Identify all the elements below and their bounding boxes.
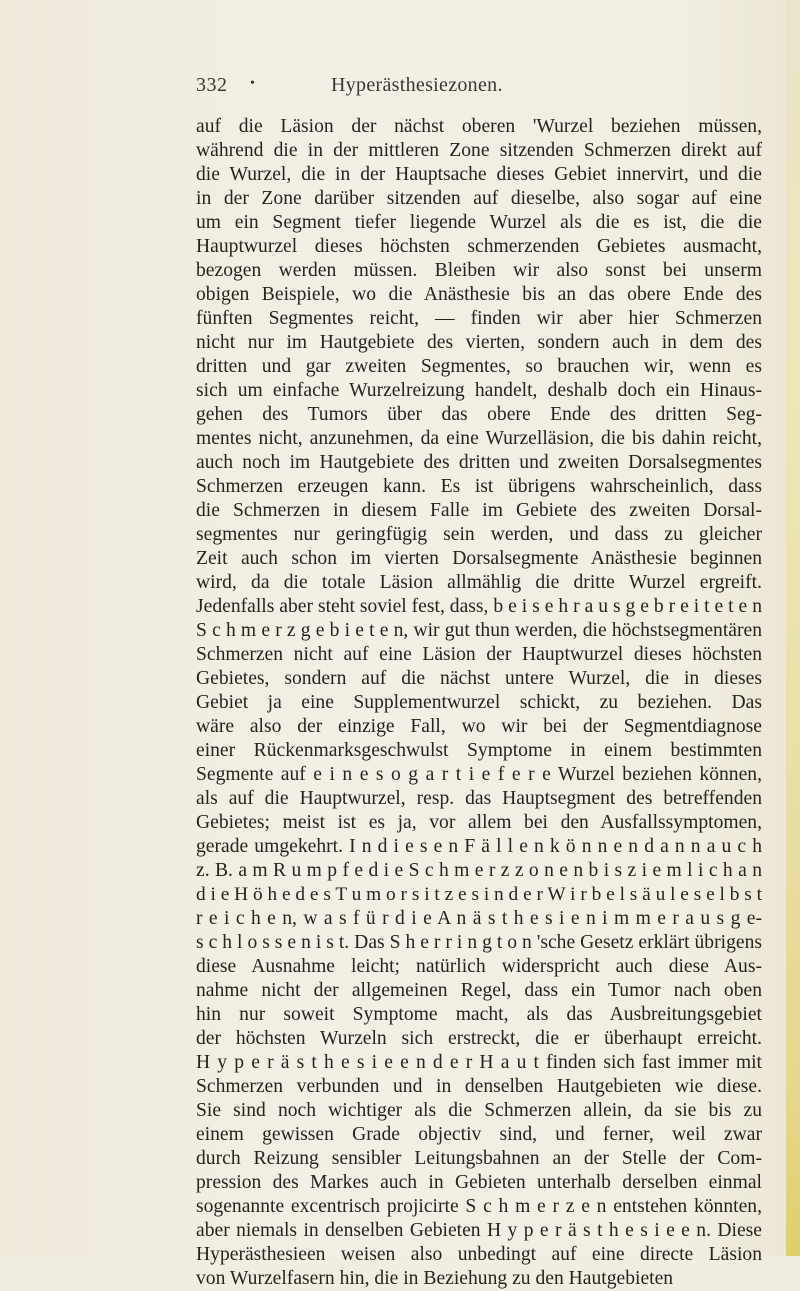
text-line: Sie sind noch wichtiger als die Schmerzen allein, da sie bis zu (196, 1100, 762, 1121)
text-line: d i e H ö h e d e s T u m o r s i t z e s i n d e r W i r b e l s ä u l e s e l b s t (196, 884, 762, 905)
text-line: dritten und gar zweiten Segmentes, so brauchen wir, wenn es (196, 356, 762, 377)
text-line: von Wurzelfasern hin, die in Beziehung zu den Hautgebieten (196, 1268, 674, 1289)
text-line: H y p e r ä s t h e s i e e n d e r H a u t finden sich fast immer mit (196, 1052, 762, 1073)
text-line: hin nur soweit Symptome macht, als das Ausbreitungsgebiet (196, 1004, 762, 1025)
text-line: Jedenfalls aber steht soviel fest, dass, b e i s e h r a u s g e b r e i t e t e n (196, 596, 762, 617)
header-separator: • (250, 76, 255, 91)
page-number: 332 (196, 74, 228, 96)
text-line: einer Rückenmarksgeschwulst Symptome in einem bestimmten (196, 740, 762, 761)
text-line: Schmerzen nicht auf eine Läsion der Hauptwurzel dieses höchsten (196, 644, 762, 665)
text-line: S c h m e r z g e b i e t e n, wir gut thun werden, die höchstsegmentären (196, 620, 762, 641)
text-line: gerade umgekehrt. I n d i e s e n F ä l l e n k ö n n e n d a n n a u c h (196, 836, 762, 857)
text-line: Hyperästhesieen weisen also unbedingt auf eine directe Läsion (196, 1244, 762, 1265)
text-line: pression des Markes auch in Gebieten unterhalb derselben einmal (196, 1172, 762, 1193)
text-line: gehen des Tumors über das obere Ende des dritten Seg- (196, 404, 762, 425)
page-edge (786, 0, 800, 1256)
text-line: auf die Läsion der nächst oberen 'Wurzel beziehen müssen, (196, 116, 762, 137)
text-line: bezogen werden müssen. Bleiben wir also sonst bei unserm (196, 260, 762, 281)
text-line: z. B. a m R u m p f e d i e S c h m e r z z o n e n b i s z i e m l i c h a n (196, 860, 762, 881)
text-line: während die in der mittleren Zone sitzenden Schmerzen direkt auf (196, 140, 762, 161)
text-line: Gebiet ja eine Supplementwurzel schickt, zu beziehen. Das (196, 692, 762, 713)
text-line: aber niemals in denselben Gebieten H y p e r ä s t h e s i e e n. Diese (196, 1220, 762, 1241)
text-line: Schmerzen erzeugen kann. Es ist übrigens wahrscheinlich, dass (196, 476, 762, 497)
text-line: der höchsten Wurzeln sich erstreckt, die er überhaupt erreicht. (196, 1028, 762, 1049)
text-line: diese Ausnahme leicht; natürlich widerspricht auch diese Aus- (196, 956, 762, 977)
text-line: auch noch im Hautgebiete des dritten und zweiten Dorsalsegmentes (196, 452, 762, 473)
text-line: mentes nicht, anzunehmen, da eine Wurzelläsion, die bis dahin reicht, (196, 428, 762, 449)
text-line: r e i c h e n, w a s f ü r d i e A n ä s t h e s i e n i m m e r a u s g e- (196, 908, 762, 929)
text-line: nahme nicht der allgemeinen Regel, dass ein Tumor nach oben (196, 980, 762, 1001)
text-line: sogenannte excentrisch projicirte S c h m e r z e n entstehen könnten, (196, 1196, 762, 1217)
text-line: obigen Beispiele, wo die Anästhesie bis an das obere Ende des (196, 284, 762, 305)
text-line: fünften Segmentes reicht, — finden wir aber hier Schmerzen (196, 308, 762, 329)
text-line: um ein Segment tiefer liegende Wurzel als die es ist, die die (196, 212, 762, 233)
text-line: Gebietes, sondern auf die nächst untere Wurzel, die in dieses (196, 668, 762, 689)
text-line: sich um einfache Wurzelreizung handelt, deshalb doch ein Hinaus- (196, 380, 762, 401)
body-text (196, 115, 762, 1291)
text-line: s c h l o s s e n i s t. Das S h e r r i n g t o n 'sche Gesetz erklärt übrigens (196, 932, 762, 953)
text-line: in der Zone darüber sitzenden auf dieselbe, also sogar auf eine (196, 188, 762, 209)
text-line: die Schmerzen in diesem Falle im Gebiete des zweiten Dorsal- (196, 500, 762, 521)
text-line: die Wurzel, die in der Hauptsache dieses Gebiet innervirt, und die (196, 164, 762, 185)
text-line: einem gewissen Grade objectiv sind, und ferner, weil zwar (196, 1124, 762, 1145)
text-line: Zeit auch schon im vierten Dorsalsegmente Anästhesie beginnen (196, 548, 762, 569)
text-line: nicht nur im Hautgebiete des vierten, sondern auch in dem des (196, 332, 762, 353)
text-line: Schmerzen verbunden und in denselben Hautgebieten wie diese. (196, 1076, 762, 1097)
text-line: Hauptwurzel dieses höchsten schmerzenden Gebietes ausmacht, (196, 236, 762, 257)
text-line: wäre also der einzige Fall, wo wir bei der Segmentdiagnose (196, 716, 762, 737)
text-line: als auf die Hauptwurzel, resp. das Hauptsegment des betreffenden (196, 788, 762, 809)
text-line: Segmente auf e i n e s o g a r t i e f e r e Wurzel beziehen können, (196, 764, 762, 785)
text-line: Gebietes; meist ist es ja, vor allem bei den Ausfallssymptomen, (196, 812, 762, 833)
text-line: segmentes nur geringfügig sein werden, und dass zu gleicher (196, 524, 762, 545)
text-line: durch Reizung sensibler Leitungsbahnen an der Stelle der Com- (196, 1148, 762, 1169)
text-line: wird, da die totale Läsion allmählig die dritte Wurzel ergreift. (196, 572, 762, 593)
running-head: Hyperästhesiezonen. (331, 74, 503, 96)
